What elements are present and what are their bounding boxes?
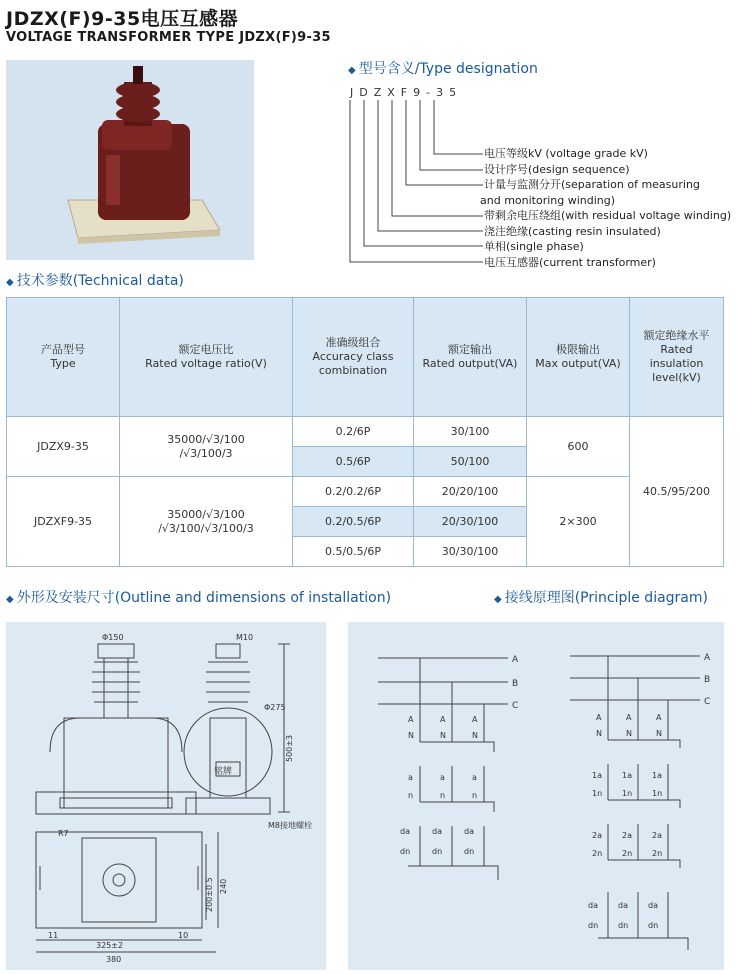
phase-label-c: C [512, 701, 519, 711]
designation-item: 带剩余电压绕组(with residual voltage winding) [484, 209, 732, 222]
cell-max: 2×300 [527, 477, 630, 567]
col-output: 额定输出 Rated output(VA) [414, 298, 527, 417]
dim-d150: Φ150 [102, 633, 124, 642]
principle-heading: ◆ 接线原理图(Principle diagram) [494, 590, 708, 606]
outline-heading: ◆ 外形及安装尺寸(Outline and dimensions of installation) [6, 590, 392, 606]
outline-drawing [6, 622, 326, 970]
cell-accuracy: 0.5/6P [293, 447, 414, 477]
cell-accuracy: 0.2/6P [293, 417, 414, 447]
prim-a-label: A [408, 715, 414, 724]
table-row [7, 417, 724, 447]
dim-d325: 325±2 [96, 941, 124, 950]
prim-n-label: N [656, 729, 662, 738]
dim-d200: 200±0.5 [205, 877, 214, 912]
sec1-n-label: 1n [622, 789, 633, 798]
res-da-label: da [648, 901, 658, 910]
dim-h500: 500±3 [285, 734, 294, 762]
res-dn-label: dn [400, 847, 411, 856]
sec-n-label: n [408, 791, 414, 800]
sec-a-label: a [408, 773, 413, 782]
dim-m10: M10 [236, 633, 254, 642]
col-max: 极限输出 Max output(VA) [527, 298, 630, 417]
phase-label-a: A [704, 653, 711, 663]
sec1-n-label: 1n [652, 789, 663, 798]
principle-diagram-panel [348, 622, 724, 970]
prim-n-label: N [472, 731, 478, 740]
nameplate-label: 铭牌 [214, 767, 233, 777]
type-code: JDZXF9-35 [350, 86, 463, 99]
prim-n-label: N [626, 729, 632, 738]
cell-ratio: 35000/√3/100 /√3/100/√3/100/3 [120, 477, 293, 567]
cell-ratio: 35000/√3/100 /√3/100/3 [120, 417, 293, 477]
cell-type: JDZXF9-35 [7, 477, 120, 567]
outline-drawing-panel [6, 622, 326, 970]
res-dn-label: dn [648, 921, 659, 930]
phase-label-b: B [512, 679, 519, 689]
sec1-a-label: 1a [622, 771, 632, 780]
prim-n-label: N [440, 731, 446, 740]
col-ratio: 额定电压比 Rated voltage ratio(V) [120, 298, 293, 417]
designation-item: 电压互感器(current transformer) [484, 255, 656, 269]
sec-n-label: n [472, 791, 478, 800]
prim-a-label: A [656, 713, 662, 722]
col-type: 产品型号 Type [7, 298, 120, 417]
cell-output: 30/100 [414, 417, 527, 447]
res-dn-label: dn [432, 847, 443, 856]
table-header-row [7, 298, 724, 417]
designation-bracket-lines [345, 98, 485, 268]
cell-max: 600 [527, 417, 630, 477]
tech-heading: ◆ 技术参数(Technical data) [6, 273, 184, 289]
res-da-label: da [464, 827, 474, 836]
designation-item: 浇注绝缘(casting resin insulated) [484, 224, 661, 238]
sec2-a-label: 2a [652, 831, 662, 840]
sec-a-label: a [472, 773, 477, 782]
sec-a-label: a [440, 773, 445, 782]
principle-diagram [348, 622, 724, 970]
phase-label-b: B [704, 675, 711, 685]
page-subtitle: VOLTAGE TRANSFORMER TYPE JDZX(F)9-35 [6, 30, 331, 45]
cell-accuracy: 0.2/0.5/6P [293, 507, 414, 537]
page-title: JDZX(F)9-35电压互感器 [6, 8, 239, 30]
prim-a-label: A [472, 715, 478, 724]
designation-list [480, 146, 732, 270]
product-photo [6, 60, 254, 260]
prim-n-label: N [596, 729, 602, 738]
sec2-a-label: 2a [592, 831, 602, 840]
dim-d380: 380 [106, 955, 122, 964]
phase-label-a: A [512, 655, 519, 665]
cell-output: 50/100 [414, 447, 527, 477]
prim-a-label: A [596, 713, 602, 722]
cell-insulation: 40.5/95/200 [630, 417, 724, 567]
ground-bolt-label: M8接地螺栓 [268, 821, 312, 830]
designation-item: and monitoring winding) [480, 193, 616, 207]
res-da-label: da [432, 827, 442, 836]
cell-type: JDZX9-35 [7, 417, 120, 477]
dim-d240: 240 [219, 878, 228, 894]
designation-heading: ◆ 型号含义/Type designation [348, 61, 538, 77]
dim-d10: 10 [178, 931, 189, 940]
sec2-a-label: 2a [622, 831, 632, 840]
cell-output: 30/30/100 [414, 537, 527, 567]
designation-item: 计量与监测分开(separation of measuring [484, 178, 700, 191]
sec2-n-label: 2n [592, 849, 603, 858]
designation-item: 单相(single phase) [484, 240, 584, 253]
sec1-n-label: 1n [592, 789, 603, 798]
phase-label-c: C [704, 697, 711, 707]
res-da-label: da [400, 827, 410, 836]
transformer-image [6, 60, 254, 260]
dim-r7: R7 [58, 829, 69, 838]
designation-item: 设计序号(design sequence) [484, 162, 630, 176]
cell-output: 20/20/100 [414, 477, 527, 507]
sec-n-label: n [440, 791, 446, 800]
prim-a-label: A [440, 715, 446, 724]
col-insulation: 额定绝缘水平 Rated insulation level(kV) [630, 298, 724, 417]
sec2-n-label: 2n [652, 849, 663, 858]
designation-item: 电压等级kV (voltage grade kV) [484, 147, 648, 160]
res-dn-label: dn [588, 921, 599, 930]
prim-a-label: A [626, 713, 632, 722]
sec1-a-label: 1a [592, 771, 602, 780]
res-dn-label: dn [464, 847, 475, 856]
sec2-n-label: 2n [622, 849, 633, 858]
res-da-label: da [618, 901, 628, 910]
cell-accuracy: 0.5/0.5/6P [293, 537, 414, 567]
tech-table [6, 297, 724, 567]
col-accuracy: 准确级组合 Accuracy class combination [293, 298, 414, 417]
dim-d275: Φ275 [264, 703, 286, 712]
res-da-label: da [588, 901, 598, 910]
table-row [7, 477, 724, 507]
dim-d11: 11 [48, 931, 59, 940]
res-dn-label: dn [618, 921, 629, 930]
sec1-a-label: 1a [652, 771, 662, 780]
cell-accuracy: 0.2/0.2/6P [293, 477, 414, 507]
cell-output: 20/30/100 [414, 507, 527, 537]
prim-n-label: N [408, 731, 414, 740]
